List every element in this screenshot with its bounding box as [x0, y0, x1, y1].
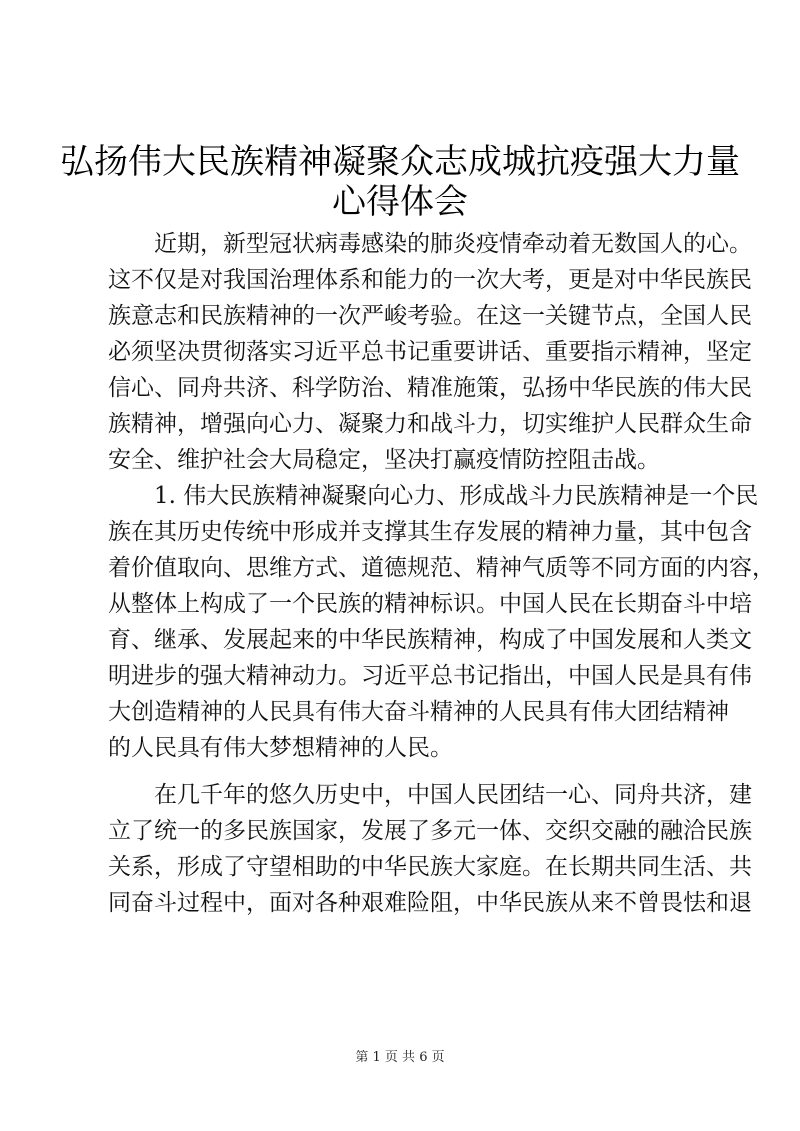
- paragraph: [108, 777, 752, 921]
- text-line: 族精神，增强向心力、凝聚力和战斗力，切实维护人民群众生命: [108, 411, 752, 437]
- page-footer: 第 1 页 共 6 页: [355, 1050, 445, 1065]
- paragraph: [108, 478, 775, 766]
- text-line: 关系，形成了守望相助的中华民族大家庭。在长期共同生活、共: [108, 854, 752, 880]
- title-line: 心得体会: [332, 182, 468, 222]
- text-line: 安全、维护社会大局稳定，坚决打赢疫情防控阻击战。: [108, 447, 660, 473]
- text-line: 育、继承、发展起来的中华民族精神，构成了中国发展和人类文: [108, 627, 752, 653]
- text-line: 大创造精神的人民具有伟大奋斗精神的人民具有伟大团结精神: [108, 699, 729, 725]
- text-line: 立了统一的多民族国家，发展了多元一体、交织交融的融洽民族: [108, 818, 752, 844]
- text-line: 着价值取向、思维方式、道德规范、精神气质等不同方面的内容，: [108, 555, 775, 581]
- text-line: 这不仅是对我国治理体系和能力的一次大考，更是对中华民族民: [108, 267, 752, 293]
- title-line: 弘扬伟大民族精神凝聚众志成城抗疫强大力量: [60, 142, 740, 182]
- text-line: 族在其历史传统中形成并支撑其生存发展的精神力量，其中包含: [108, 519, 752, 545]
- text-line: 信心、同舟共济、科学防治、精准施策，弘扬中华民族的伟大民: [108, 375, 752, 401]
- paragraph: [108, 226, 752, 478]
- text-line: 近期，新型冠状病毒感染的肺炎疫情牵动着无数国人的心。: [154, 231, 752, 257]
- document-body: [108, 226, 775, 921]
- text-line: 明进步的强大精神动力。习近平总书记指出，中国人民是具有伟: [108, 663, 752, 689]
- text-line: 1. 伟大民族精神凝聚向心力、形成战斗力民族精神是一个民: [154, 483, 759, 509]
- document-title: [60, 142, 740, 222]
- text-line: 族意志和民族精神的一次严峻考验。在这一关键节点，全国人民: [108, 303, 752, 329]
- text-line: 在几千年的悠久历史中，中国人民团结一心、同舟共济，建: [154, 782, 752, 808]
- text-line: 从整体上构成了一个民族的精神标识。中国人民在长期奋斗中培: [108, 591, 752, 617]
- text-line: 必须坚决贯彻落实习近平总书记重要讲话、重要指示精神，坚定: [108, 339, 752, 365]
- text-line: 同奋斗过程中，面对各种艰难险阻，中华民族从来不曾畏怯和退: [108, 890, 752, 916]
- text-line: 的人民具有伟大梦想精神的人民。: [108, 735, 453, 761]
